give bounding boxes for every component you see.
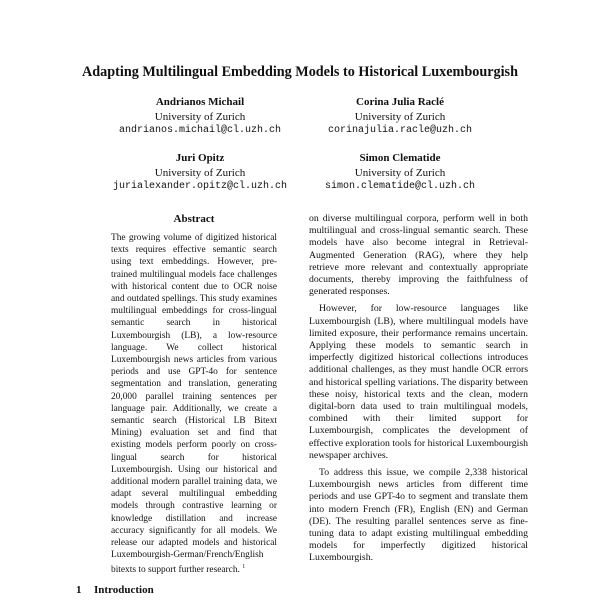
author-name: Andrianos Michail (155, 96, 245, 108)
abstract-body (111, 232, 277, 577)
abstract-heading: Abstract (173, 213, 215, 225)
section-title: Introduction (94, 584, 154, 596)
author-name: Simon Clematide (359, 152, 441, 164)
author-affiliation: University of Zurich (354, 166, 446, 179)
paper-title: Adapting Multilingual Embedding Models to Historical Luxembourgish (82, 64, 518, 80)
author-email: corinajulia.racle@uzh.ch (327, 125, 473, 136)
right-column-body (309, 213, 528, 570)
paragraph: on diverse multilingual corpora, perform well in both multilingual and cross-lingual semantic search. These models have also become integral in Retrieval-Augmented Generation (RAG), where they help retrieve more relevant and contextually appropriate documents, thereby improving the faithfulness of generated responses. (309, 213, 528, 298)
author-block (300, 151, 500, 195)
author-block (100, 95, 300, 139)
author-email: jurialexander.opitz@cl.uzh.ch (112, 181, 288, 192)
footnote-mark: 1 (242, 564, 246, 571)
section-number: 1 (76, 584, 82, 596)
author-name: Juri Opitz (175, 152, 225, 164)
author-affiliation: University of Zurich (154, 110, 246, 123)
abstract-text: The growing volume of digitized historical texts requires effective semantic search using text embeddings. However, pre-trained multilingual models face challenges with historical content due to OCR noise and outdated spellings. This study examines multilingual embeddings for cross-lingual semantic search in historical Luxembourgish (LB), a low-resource language. We collect historical Luxembourgish news articles from various periods and use GPT-4o for sentence segmentation and translation, generating 20,000 parallel training sentences per language pair. Additionally, we create a semantic search (Historical LB Bitext Mining) evaluation set and find that existing models perform poorly on cross-lingual search for historical Luxembourgish. Using our historical and additional modern parallel training data, we adapt several multilingual embedding models through contrastive learning or knowledge distillation and increase accuracy significantly for all models. We release our adapted models and historical Luxembourgish-German/French/English bitexts to support further research. (111, 233, 277, 576)
author-email: andrianos.michail@cl.uzh.ch (118, 125, 282, 136)
section-heading (76, 584, 154, 596)
author-block (300, 95, 500, 139)
author-email: simon.clematide@cl.uzh.ch (324, 181, 476, 192)
author-name: Corina Julia Raclé (356, 96, 444, 108)
author-affiliation: University of Zurich (154, 166, 246, 179)
paragraph: To address this issue, we compile 2,338 historical Luxembourgish news articles from different time periods and use GPT-4o to segment and translate them into modern French (FR), English (EN) and German (DE). The resulting parallel sentences serve as fine-tuning data to adapt existing multilingual embedding models for imperfectly digitized historical Luxembourgish. (309, 467, 528, 564)
author-block (100, 151, 300, 195)
paragraph: However, for low-resource languages like Luxembourgish (LB), where multilingual models have limited exposure, their performance remains uncertain. Applying these models to semantic search in imperfectly digitized historical collections introduces additional challenges, as they must handle OCR errors and historical spelling variations. The disparity between these noisy, historical texts and the clean, modern digital-born data used to train multilingual models, combined with their limited support for Luxembourgish, complicates the development of effective exploration tools for historical Luxembourgish newspaper archives. (309, 303, 528, 461)
author-affiliation: University of Zurich (354, 110, 446, 123)
